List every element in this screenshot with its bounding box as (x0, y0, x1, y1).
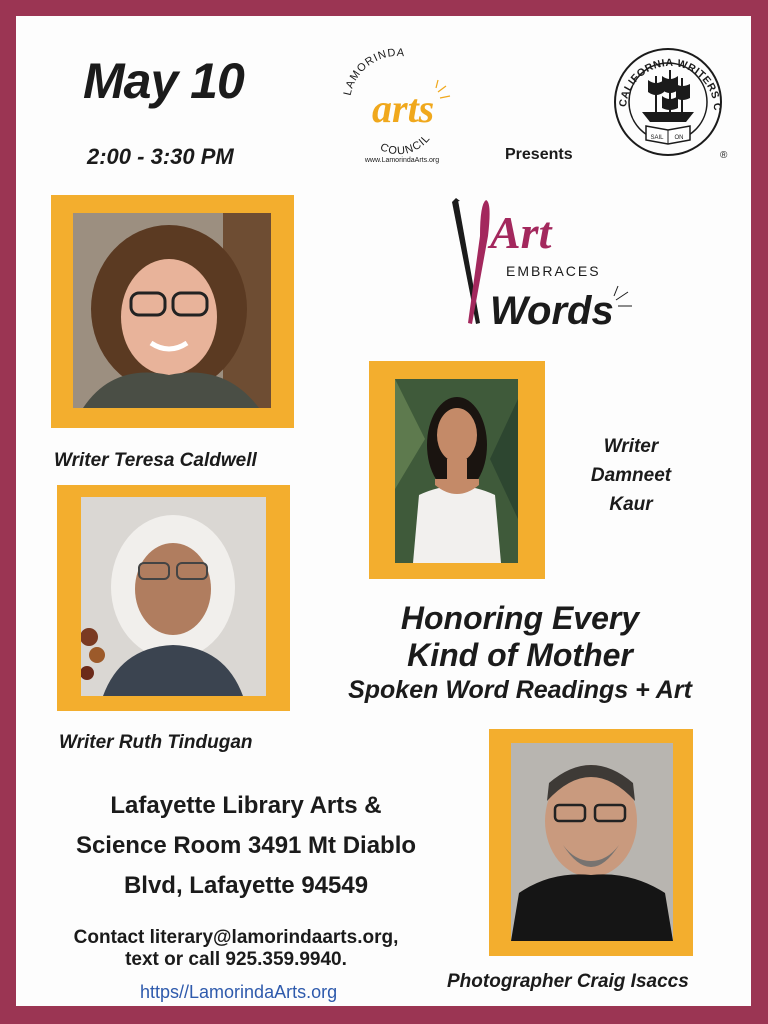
venue-line1: Lafayette Library Arts & (110, 792, 382, 819)
registered-mark: ® (720, 150, 728, 161)
lamorinda-text: LAMORINDA (341, 48, 406, 97)
contact-line1[interactable]: Contact literary@lamorindaarts.org, (73, 927, 399, 948)
headline-line1: Honoring Every (400, 600, 640, 636)
event-time: 2:00 - 3:30 PM (87, 144, 234, 169)
caption-craig: Photographer Craig Isaccs (447, 971, 689, 992)
sparkle-icon (614, 286, 632, 306)
council-text: COUNCIL (378, 132, 433, 158)
website-link[interactable]: https//LamorindaArts.org (140, 982, 338, 1002)
caption-damneet-line3: Kaur (609, 494, 653, 515)
headline-line3: Spoken Word Readings + Art (348, 676, 692, 704)
embraces-word: EMBRACES (506, 263, 601, 279)
svg-text:COUNCIL (378, 132, 433, 157)
venue-line2: Science Room 3491 Mt Diablo (75, 832, 417, 859)
flyer (16, 16, 751, 1006)
photo-frame-damneet (369, 361, 545, 579)
arts-text: arts (372, 86, 435, 131)
lamorinda-arts-logo (338, 48, 458, 168)
photo-frame-teresa (51, 195, 294, 428)
photo-teresa-caldwell (73, 213, 271, 408)
pen-brush-icon (452, 198, 490, 324)
venue-address (26, 786, 466, 906)
ship-icon (642, 70, 694, 122)
caption-damneet-line1: Writer (603, 436, 659, 457)
caption-teresa: Writer Teresa Caldwell (54, 450, 257, 471)
venue-line3: Blvd, Lafayette 94549 (123, 872, 369, 899)
event-date: May 10 (83, 53, 244, 109)
contact-info (26, 927, 446, 971)
cwc-name: CALIFORNIA WRITERS C (617, 56, 724, 112)
headline (310, 600, 730, 706)
cwc-on: ON (674, 135, 684, 141)
lamorinda-url: www.LamorindaArts.org (364, 157, 440, 164)
cwc-sail: SAIL (650, 135, 664, 141)
california-writers-club-logo (612, 46, 728, 162)
art-word: Art (490, 207, 552, 258)
headline-line2: Kind of Mother (407, 637, 633, 673)
photo-frame-ruth (57, 485, 290, 711)
art-embraces-words-logo (446, 196, 636, 338)
caption-ruth: Writer Ruth Tindugan (59, 732, 253, 753)
photo-ruth-tindugan (81, 497, 266, 696)
caption-damneet-line2: Damneet (590, 465, 672, 486)
presents-label: Presents (505, 146, 573, 163)
photo-frame-craig (489, 729, 693, 956)
caption-damneet (564, 432, 698, 519)
photo-craig-isaccs (511, 743, 673, 941)
photo-damneet-kaur (395, 379, 518, 563)
contact-line2: text or call 925.359.9940. (125, 949, 347, 970)
words-word: Words (490, 289, 614, 333)
